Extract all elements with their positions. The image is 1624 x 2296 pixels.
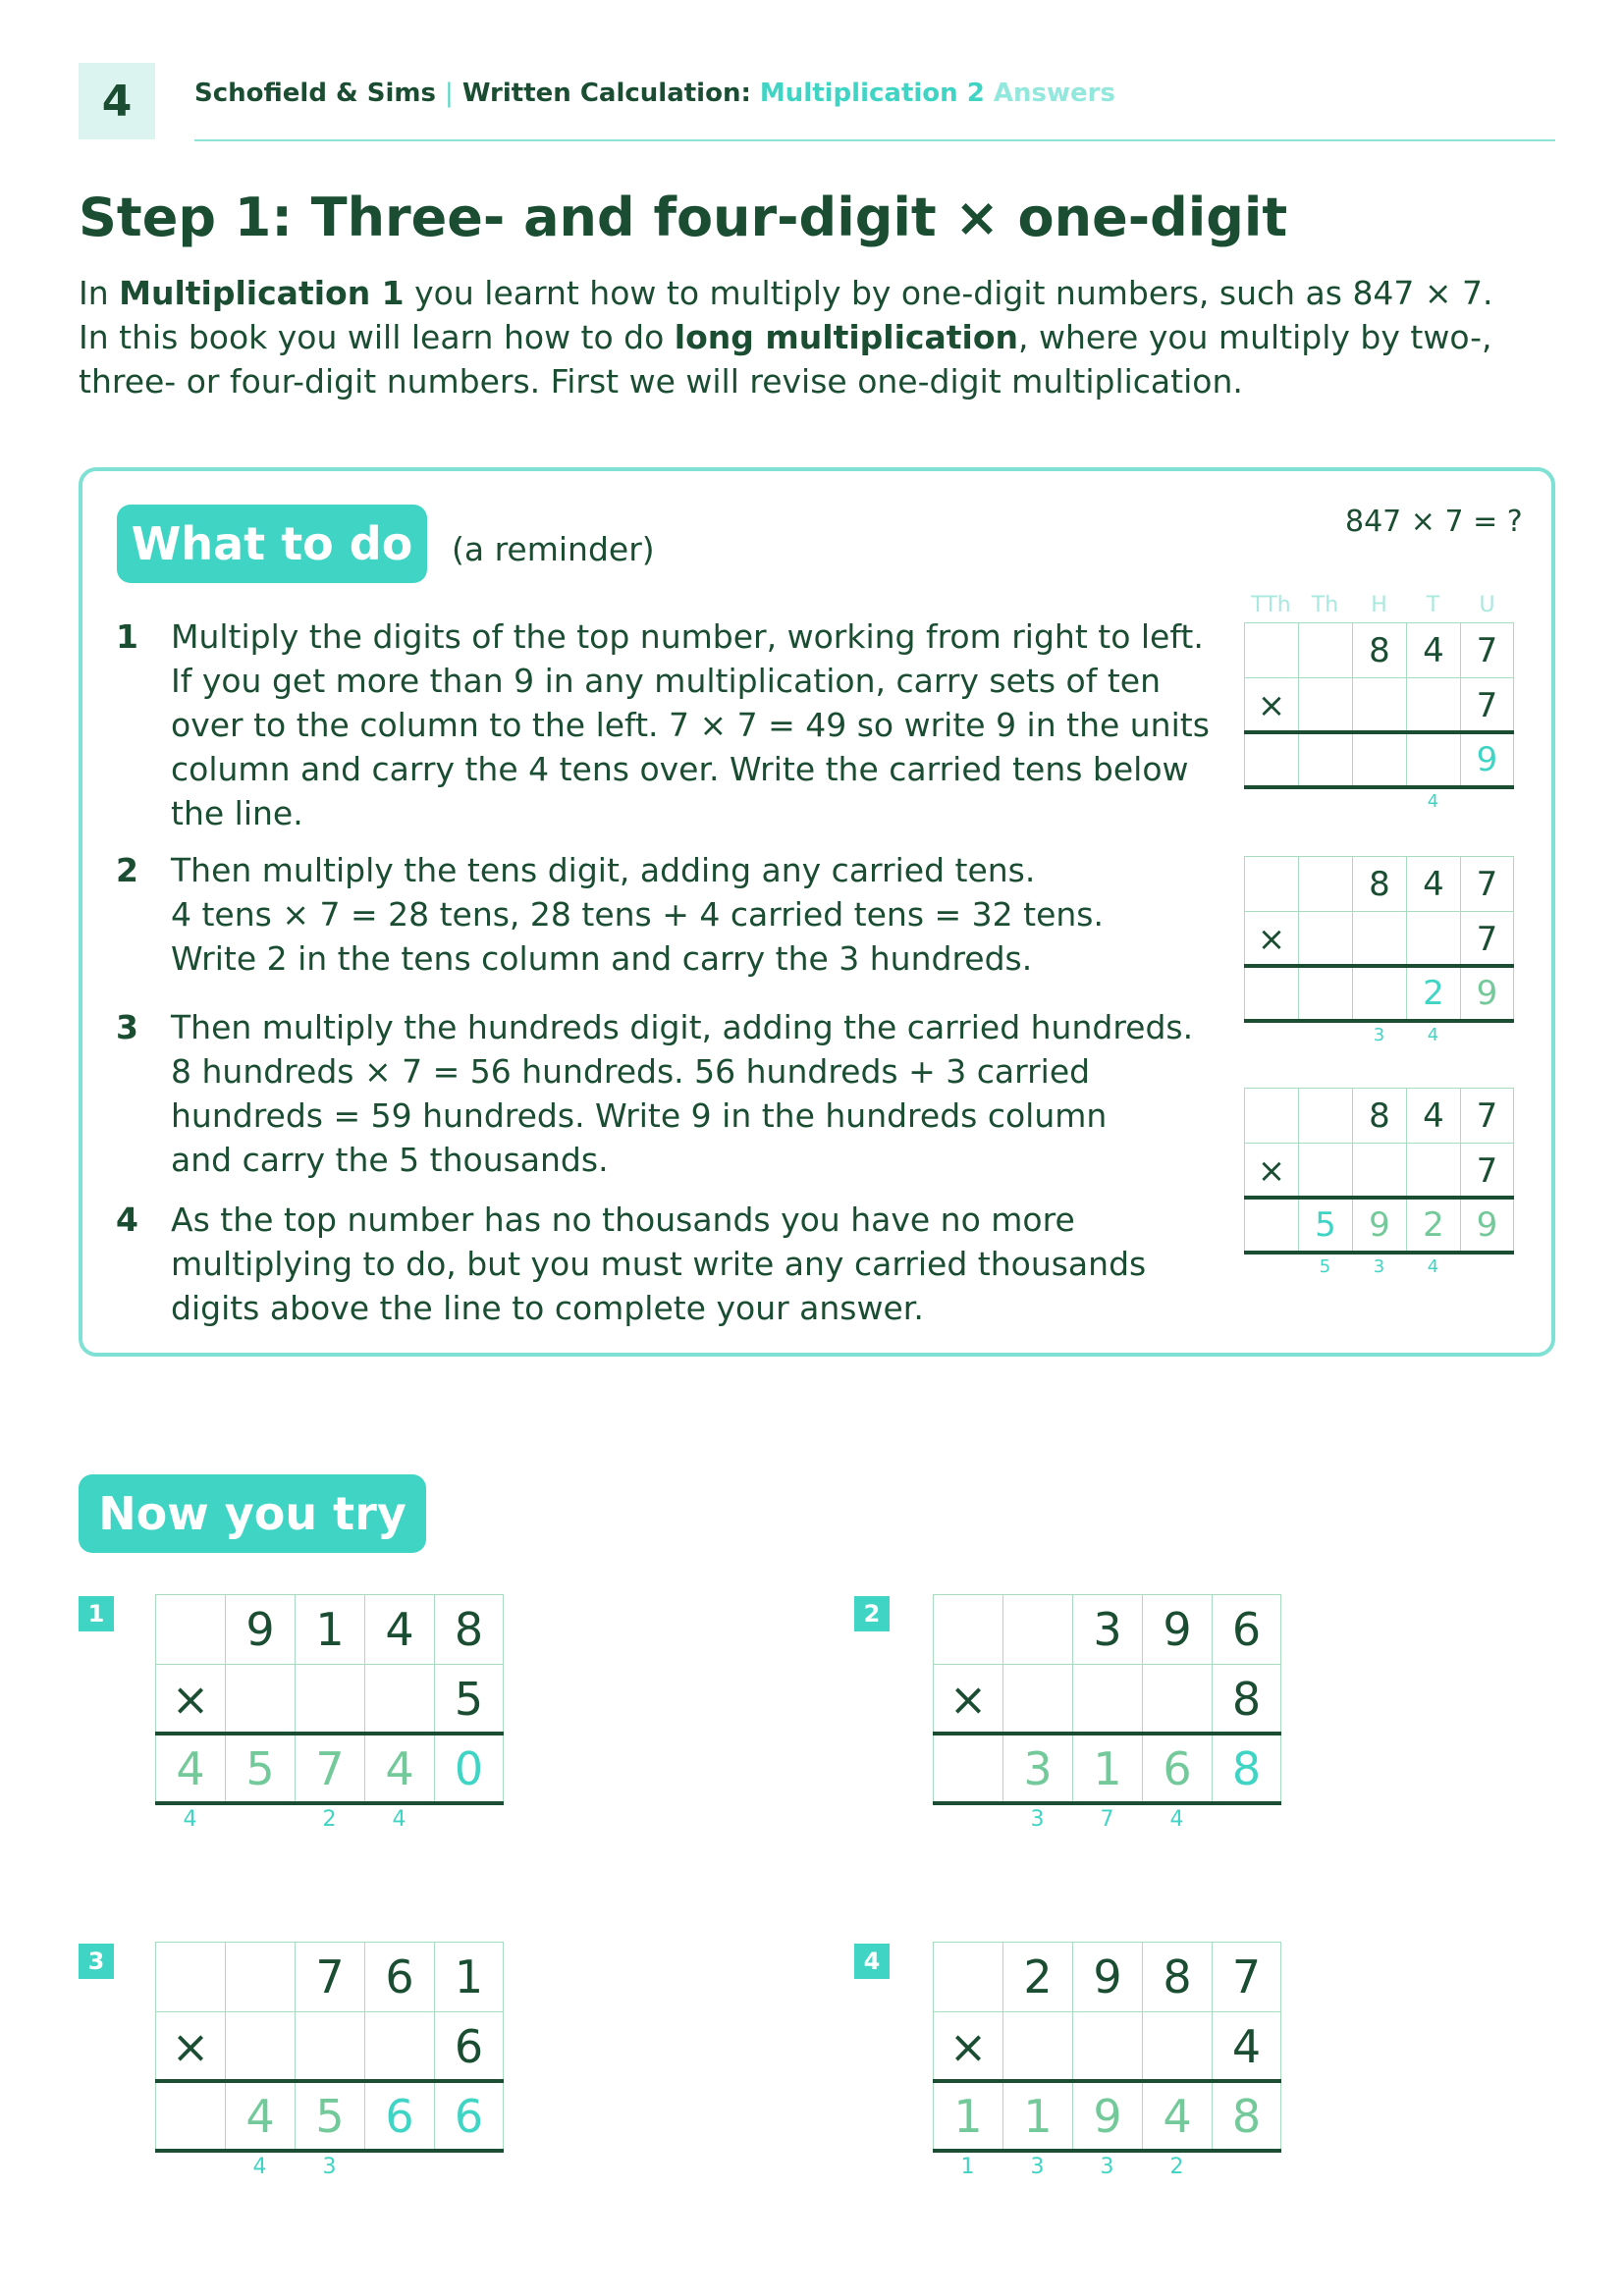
- question-number-1: 1: [79, 1596, 114, 1631]
- carry-digit: 3: [1030, 1807, 1045, 1832]
- column-header-u: U: [1479, 593, 1495, 617]
- top-row-cell: [1002, 1594, 1072, 1664]
- series-name: Written Calculation:: [461, 79, 751, 108]
- top-row-cell: 7: [1460, 856, 1514, 911]
- multiplier-row-cell: ×: [1244, 1143, 1298, 1198]
- carry-digit: 4: [392, 1807, 406, 1832]
- example-equation: 847 × 7 = ?: [1345, 505, 1523, 539]
- answer-line-bottom: [1244, 1019, 1514, 1023]
- step-line: Write 2 in the tens column and carry the 3 hundreds.: [171, 939, 1033, 978]
- top-row-cell: 6: [1212, 1594, 1281, 1664]
- answer-row-cell: [1406, 732, 1460, 787]
- answer-row-cell: [1352, 732, 1406, 787]
- column-header-t: T: [1426, 593, 1440, 617]
- answer-line-bottom: [155, 2149, 504, 2153]
- top-row-cell: 9: [225, 1594, 295, 1664]
- multiplier-row-cell: [1298, 911, 1352, 966]
- answer-line-top: [155, 2079, 504, 2083]
- answer-row-cell: [1298, 966, 1352, 1021]
- multiplier-row-cell: [1298, 1143, 1352, 1198]
- header-rule: [194, 139, 1555, 141]
- multiplier-row-cell: ×: [155, 2011, 225, 2081]
- top-row-cell: 4: [1406, 622, 1460, 677]
- step-2: [116, 848, 1196, 981]
- step-line: Then multiply the hundreds digit, adding the carried hundreds.: [171, 1008, 1194, 1046]
- answer-line-top: [1244, 964, 1514, 968]
- top-row-cell: 4: [1406, 856, 1460, 911]
- answer-row-cell: 5: [1298, 1198, 1352, 1253]
- answer-row-cell: [1244, 732, 1298, 787]
- page-title: Step 1: Three- and four-digit × one-digit: [79, 187, 1288, 248]
- step-line: 4 tens × 7 = 28 tens, 28 tens + 4 carried tens = 32 tens.: [171, 895, 1104, 934]
- top-row-cell: 8: [1352, 622, 1406, 677]
- answer-row-cell: 4: [155, 1734, 225, 1803]
- top-row-cell: 7: [295, 1942, 364, 2011]
- top-row-cell: 9: [1142, 1594, 1212, 1664]
- column-header-tth: TTh: [1251, 593, 1291, 617]
- intro-text: In: [79, 274, 120, 312]
- answer-row-cell: 1: [933, 2081, 1002, 2151]
- column-header-th: Th: [1311, 593, 1339, 617]
- multiplier-row-cell: 7: [1460, 1143, 1514, 1198]
- step-line: As the top number has no thousands you have no more: [171, 1201, 1075, 1239]
- answer-row-cell: 6: [1142, 1734, 1212, 1803]
- answer-row-cell: 2: [1406, 1198, 1460, 1253]
- step-number: 3: [116, 1008, 138, 1046]
- multiplier-row-cell: ×: [1244, 677, 1298, 732]
- answer-row-cell: [1244, 1198, 1298, 1253]
- top-row-cell: [933, 1594, 1002, 1664]
- step-1: [116, 614, 1210, 835]
- answer-row-cell: 9: [1072, 2081, 1142, 2151]
- intro-text: , where you multiply by two-,: [1018, 318, 1492, 356]
- multiplier-row-cell: [295, 2011, 364, 2081]
- top-row-cell: [1298, 1088, 1352, 1143]
- publisher-name: Schofield & Sims: [194, 79, 436, 108]
- answer-line-top: [1244, 730, 1514, 734]
- answer-row-cell: 6: [434, 2081, 504, 2151]
- multiplier-row-cell: 5: [434, 1664, 504, 1734]
- top-row-cell: 8: [1352, 1088, 1406, 1143]
- multiplier-row-cell: [225, 1664, 295, 1734]
- top-row-cell: 4: [364, 1594, 434, 1664]
- carry-digit: 4: [252, 2155, 267, 2179]
- question-number-4: 4: [854, 1944, 890, 1979]
- top-row-cell: 4: [1406, 1088, 1460, 1143]
- top-row-cell: 1: [295, 1594, 364, 1664]
- carry-digit: 2: [322, 1807, 337, 1832]
- multiplier-row-cell: ×: [155, 1664, 225, 1734]
- step-line: If you get more than 9 in any multiplication, carry sets of ten: [171, 662, 1161, 700]
- top-row-cell: [1298, 622, 1352, 677]
- top-row-cell: [225, 1942, 295, 2011]
- answer-line-top: [933, 2079, 1281, 2083]
- answer-line-bottom: [1244, 1251, 1514, 1255]
- reminder-subtitle: (a reminder): [452, 530, 655, 568]
- step-line: over to the column to the left. 7 × 7 = 49 so write 9 in the units: [171, 706, 1210, 744]
- multiplier-row-cell: 7: [1460, 677, 1514, 732]
- answers-label: Answers: [993, 79, 1115, 108]
- step-number: 2: [116, 851, 138, 889]
- answer-line-top: [933, 1732, 1281, 1735]
- answer-line-bottom: [1244, 785, 1514, 789]
- intro-bold: long multiplication: [674, 318, 1018, 356]
- step-line: multiplying to do, but you must write any carried thousands: [171, 1245, 1147, 1283]
- carry-digit: 4: [183, 1807, 197, 1832]
- answer-row-cell: 9: [1460, 966, 1514, 1021]
- multiplier-row-cell: ×: [933, 2011, 1002, 2081]
- top-row-cell: [1298, 856, 1352, 911]
- top-row-cell: 7: [1460, 622, 1514, 677]
- carry-digit: 7: [1100, 1807, 1114, 1832]
- answer-row-cell: [1352, 966, 1406, 1021]
- intro-text: you learnt how to multiply by one-digit numbers, such as 847 × 7.: [404, 274, 1493, 312]
- top-row-cell: 1: [434, 1942, 504, 2011]
- top-row-cell: [155, 1594, 225, 1664]
- carry-digit: 4: [1427, 1025, 1439, 1045]
- step-line: Then multiply the tens digit, adding any carried tens.: [171, 851, 1036, 889]
- intro-text: three- or four-digit numbers. First we will revise one-digit multiplication.: [79, 362, 1243, 400]
- answer-row-cell: 9: [1460, 1198, 1514, 1253]
- step-line: and carry the 5 thousands.: [171, 1141, 609, 1179]
- answer-row-cell: 9: [1460, 732, 1514, 787]
- intro-text: In this book you will learn how to do: [79, 318, 675, 356]
- answer-row-cell: 4: [364, 1734, 434, 1803]
- multiplier-row-cell: [1298, 677, 1352, 732]
- carry-digit: 3: [1100, 2155, 1114, 2179]
- multiplier-row-cell: [295, 1664, 364, 1734]
- answer-row-cell: 0: [434, 1734, 504, 1803]
- multiplier-row-cell: 4: [1212, 2011, 1281, 2081]
- answer-row-cell: [155, 2081, 225, 2151]
- top-row-cell: [1244, 622, 1298, 677]
- answer-row-cell: [933, 1734, 1002, 1803]
- step-line: hundreds = 59 hundreds. Write 9 in the hundreds column: [171, 1096, 1108, 1135]
- answer-row-cell: 2: [1406, 966, 1460, 1021]
- intro-paragraph: [79, 271, 1551, 403]
- carry-digit: 3: [322, 2155, 337, 2179]
- multiplier-row-cell: [364, 2011, 434, 2081]
- column-headers: [1244, 593, 1514, 620]
- answer-line-bottom: [933, 2149, 1281, 2153]
- multiplier-row-cell: [1002, 1664, 1072, 1734]
- step-line: 8 hundreds × 7 = 56 hundreds. 56 hundreds + 3 carried: [171, 1052, 1091, 1091]
- book-name: Multiplication 2: [759, 79, 985, 108]
- carry-digit: 3: [1373, 1256, 1385, 1277]
- answer-row-cell: 5: [225, 1734, 295, 1803]
- step-line: column and carry the 4 tens over. Write the carried tens below: [171, 750, 1189, 788]
- multiplier-row-cell: ×: [933, 1664, 1002, 1734]
- now-you-try-badge: Now you try: [79, 1474, 426, 1553]
- top-row-cell: 7: [1212, 1942, 1281, 2011]
- carry-digit: 4: [1427, 1256, 1439, 1277]
- multiplier-row-cell: [1072, 1664, 1142, 1734]
- step-3: [116, 1005, 1196, 1182]
- step-line: Multiply the digits of the top number, working from right to left.: [171, 617, 1204, 656]
- carry-digit: 3: [1373, 1025, 1385, 1045]
- multiplier-row-cell: [364, 1664, 434, 1734]
- carry-digit: 5: [1319, 1256, 1331, 1277]
- top-row-cell: [933, 1942, 1002, 2011]
- answer-line-top: [155, 1732, 504, 1735]
- answer-row-cell: 8: [1212, 2081, 1281, 2151]
- multiplier-row-cell: ×: [1244, 911, 1298, 966]
- top-row-cell: 8: [1142, 1942, 1212, 2011]
- multiplier-row-cell: 7: [1460, 911, 1514, 966]
- answer-line-bottom: [155, 1801, 504, 1805]
- multiplier-row-cell: [1142, 2011, 1212, 2081]
- what-to-do-badge: What to do: [117, 505, 427, 583]
- multiplier-row-cell: [1352, 911, 1406, 966]
- step-line: the line.: [171, 794, 303, 832]
- question-number-2: 2: [854, 1596, 890, 1631]
- step-number: 4: [116, 1201, 138, 1239]
- answer-line-bottom: [933, 1801, 1281, 1805]
- answer-row-cell: 5: [295, 2081, 364, 2151]
- answer-row-cell: 3: [1002, 1734, 1072, 1803]
- column-header-h: H: [1371, 593, 1387, 617]
- multiplier-row-cell: [1406, 911, 1460, 966]
- intro-bold: Multiplication 1: [119, 274, 405, 312]
- answer-row-cell: 1: [1072, 1734, 1142, 1803]
- running-header: [194, 79, 1115, 108]
- answer-row-cell: 4: [225, 2081, 295, 2151]
- top-row-cell: [1244, 1088, 1298, 1143]
- multiplier-row-cell: [1142, 1664, 1212, 1734]
- multiplier-row-cell: 8: [1212, 1664, 1281, 1734]
- answer-row-cell: 1: [1002, 2081, 1072, 2151]
- step-line: digits above the line to complete your answer.: [171, 1289, 924, 1327]
- step-number: 1: [116, 617, 138, 656]
- top-row-cell: 9: [1072, 1942, 1142, 2011]
- multiplier-row-cell: [1072, 2011, 1142, 2081]
- carry-digit: 1: [960, 2155, 975, 2179]
- top-row-cell: 6: [364, 1942, 434, 2011]
- top-row-cell: 2: [1002, 1942, 1072, 2011]
- multiplier-row-cell: [1352, 677, 1406, 732]
- answer-row-cell: 4: [1142, 2081, 1212, 2151]
- top-row-cell: 8: [434, 1594, 504, 1664]
- answer-row-cell: [1244, 966, 1298, 1021]
- page-number: 4: [79, 63, 155, 139]
- top-row-cell: [1244, 856, 1298, 911]
- carry-digit: 4: [1427, 791, 1439, 812]
- answer-row-cell: 6: [364, 2081, 434, 2151]
- multiplier-row-cell: [225, 2011, 295, 2081]
- multiplier-row-cell: 6: [434, 2011, 504, 2081]
- top-row-cell: 8: [1352, 856, 1406, 911]
- multiplier-row-cell: [1352, 1143, 1406, 1198]
- answer-line-top: [1244, 1196, 1514, 1200]
- header-separator: |: [444, 79, 454, 108]
- multiplier-row-cell: [1002, 2011, 1072, 2081]
- carry-digit: 3: [1030, 2155, 1045, 2179]
- top-row-cell: 7: [1460, 1088, 1514, 1143]
- carry-digit: 2: [1169, 2155, 1184, 2179]
- answer-row-cell: 7: [295, 1734, 364, 1803]
- question-number-3: 3: [79, 1944, 114, 1979]
- multiplier-row-cell: [1406, 1143, 1460, 1198]
- answer-row-cell: 8: [1212, 1734, 1281, 1803]
- answer-row-cell: 9: [1352, 1198, 1406, 1253]
- step-4: [116, 1198, 1196, 1330]
- top-row-cell: [155, 1942, 225, 2011]
- multiplier-row-cell: [1406, 677, 1460, 732]
- top-row-cell: 3: [1072, 1594, 1142, 1664]
- carry-digit: 4: [1169, 1807, 1184, 1832]
- answer-row-cell: [1298, 732, 1352, 787]
